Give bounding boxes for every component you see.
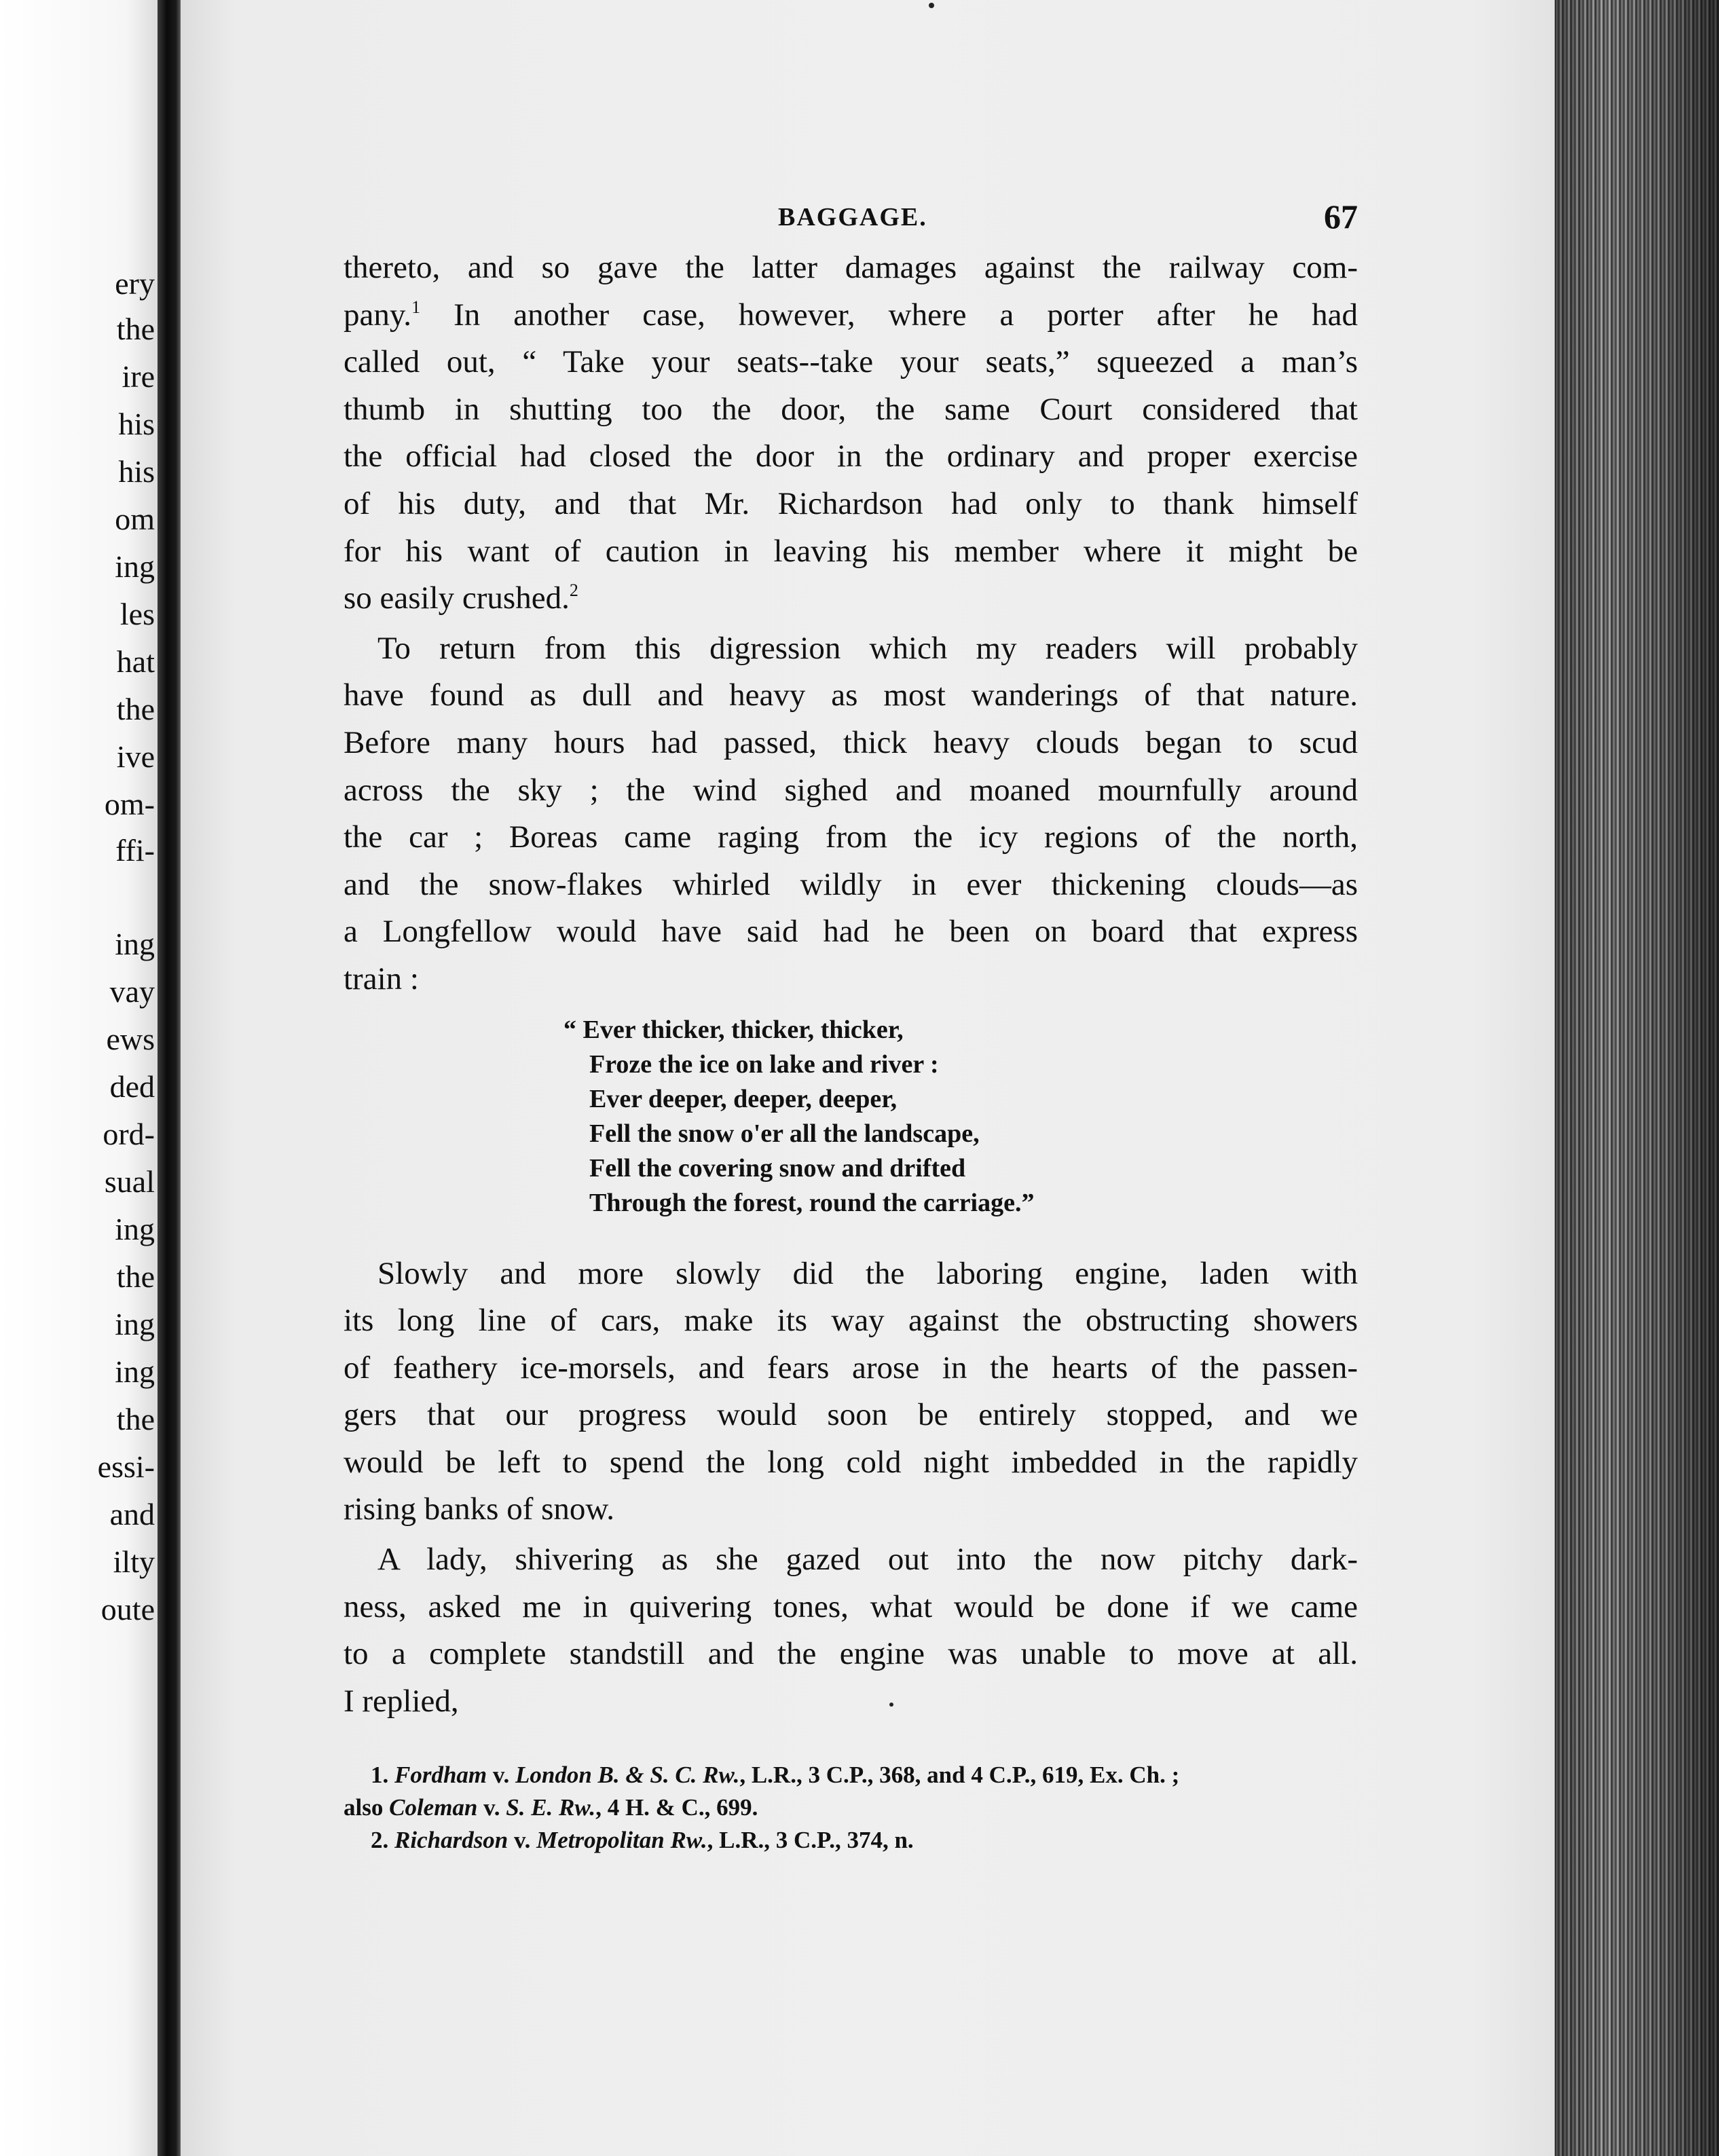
- text-span: In another case, however, where a porter after he had: [420, 297, 1358, 333]
- footnote-number: 1.: [371, 1762, 389, 1789]
- left-page-word-fragment: ing: [115, 1212, 155, 1246]
- case-name: Fordham: [394, 1762, 487, 1789]
- text-line: its long line of cars, make its way against the obstructing showers: [344, 1303, 1358, 1339]
- text-line: the official had closed the door in the ordinary and proper exercise: [344, 439, 1358, 475]
- page-title: BAGGAGE.: [778, 203, 927, 231]
- text-span: v.: [508, 1827, 537, 1854]
- text-line: I replied,: [344, 1683, 459, 1719]
- paragraph-3: [344, 1250, 1358, 1534]
- left-page-word-fragment: and: [109, 1497, 155, 1531]
- paragraph-1: [344, 244, 1358, 622]
- text-line: to a complete standstill and the engine was unable to move at all.: [344, 1636, 1358, 1672]
- text-line: for his want of caution in leaving his member where it might be: [344, 533, 1358, 569]
- left-page-word-fragment: the: [116, 692, 155, 726]
- citation: , 4 H. & C., 699.: [595, 1794, 758, 1821]
- left-page-word-fragment: ded: [109, 1069, 155, 1104]
- poem-line: Fell the covering snow and drifted: [589, 1153, 966, 1183]
- left-page-word-fragment: ffi-: [115, 833, 155, 868]
- left-page-word-fragment: ing: [115, 549, 155, 584]
- text-line: of his duty, and that Mr. Richardson had only to thank himself: [344, 485, 1358, 521]
- text-line: [344, 575, 1358, 622]
- left-page-word-fragment: the: [116, 1402, 155, 1436]
- left-page-word-fragment: ing: [115, 1354, 155, 1389]
- text-line: Slowly and more slowly did the laboring engine, laden with: [377, 1255, 1358, 1291]
- footnote-ref: 2: [569, 580, 578, 601]
- text-line: [344, 292, 1358, 339]
- text-span: v.: [477, 1794, 506, 1821]
- left-page-word-fragment: his: [118, 454, 155, 489]
- left-page-word-fragment: ord-: [103, 1117, 155, 1151]
- text-line: Before many hours had passed, thick heavy clouds began to scud: [344, 724, 1358, 760]
- text-line: and the snow-flakes whirled wildly in ever thickening clouds—as: [344, 866, 1358, 902]
- text-line: To return from this digression which my readers will probably: [377, 630, 1358, 666]
- left-page-word-fragment: hat: [116, 644, 155, 679]
- footnotes: [344, 1759, 1358, 1857]
- left-page-word-fragment: ing: [115, 1307, 155, 1341]
- left-page-word-fragment: oute: [100, 1592, 155, 1627]
- page-stack-shadow: [1555, 0, 1719, 2156]
- poem-quote: [563, 1013, 1358, 1221]
- text-line: train :: [344, 961, 419, 997]
- text-span: also: [344, 1794, 390, 1821]
- left-page-word-fragment: the: [116, 312, 155, 346]
- text-line: called out, “ Take your seats--take your seats,” squeezed a man’s: [344, 344, 1358, 380]
- poem-line: “ Ever thicker, thicker, thicker,: [563, 1015, 904, 1044]
- citation: , L.R., 3 C.P., 374, n.: [707, 1827, 914, 1854]
- case-name: Metropolitan Rw.: [536, 1827, 707, 1854]
- left-page-word-fragment: the: [116, 1259, 155, 1294]
- poem-line: Ever deeper, deeper, deeper,: [589, 1084, 898, 1113]
- text-span: v.: [487, 1762, 515, 1789]
- text-span: so easily crushed.: [344, 580, 570, 616]
- page-number: 67: [1324, 198, 1358, 236]
- text-line: A lady, shivering as she gazed out into the now pitchy dark-: [377, 1542, 1358, 1578]
- text-line: thumb in shutting too the door, the same Court considered that: [344, 391, 1358, 427]
- left-page-word-fragment: ilty: [113, 1544, 155, 1579]
- footnote-1: [344, 1759, 1358, 1791]
- case-name: S. E. Rw.: [506, 1794, 596, 1821]
- text-line: thereto, and so gave the latter damages against the railway com-: [344, 250, 1358, 285]
- text-line: gers that our progress would soon be entirely stopped, and we: [344, 1397, 1358, 1433]
- case-name: Coleman: [389, 1794, 478, 1821]
- text-line: of feathery ice-morsels, and fears arose in the hearts of the passen-: [344, 1350, 1358, 1386]
- paragraph-2: [344, 625, 1358, 1003]
- ink-speck: [929, 3, 934, 8]
- left-page-word-fragment: om-: [104, 787, 155, 821]
- left-page-word-fragment: vay: [109, 974, 155, 1009]
- left-page-word-fragment: sual: [104, 1164, 155, 1199]
- text-line: across the sky ; the wind sighed and moaned mournfully around: [344, 772, 1358, 808]
- left-facing-page: [0, 0, 158, 2156]
- case-name: London B. & S. C. Rw.: [515, 1762, 740, 1789]
- left-page-word-fragment: om: [115, 502, 155, 536]
- left-page-word-fragment: his: [118, 407, 155, 441]
- paragraph-4: [344, 1536, 1358, 1725]
- text-line: rising banks of snow.: [344, 1491, 615, 1527]
- left-page-word-fragment: ive: [116, 739, 155, 774]
- book-gutter: [158, 0, 181, 2156]
- left-page-word-fragment: ery: [115, 266, 155, 301]
- text-line: would be left to spend the long cold night imbedded in the rapidly: [344, 1444, 1358, 1480]
- left-page-word-fragment: ing: [115, 927, 155, 961]
- footnote-number: 2.: [371, 1827, 389, 1854]
- text-span: pany.: [344, 297, 412, 333]
- poem-line: Through the forest, round the carriage.”: [589, 1188, 1035, 1217]
- left-page-word-fragment: ews: [106, 1022, 155, 1056]
- citation: , L.R., 3 C.P., 368, and 4 C.P., 619, Ex. Ch. ;: [739, 1762, 1180, 1789]
- left-page-word-fragment: ire: [122, 359, 155, 394]
- left-page-word-fragment: essi-: [97, 1449, 155, 1484]
- text-line: ness, asked me in quivering tones, what would be done if we came: [344, 1588, 1358, 1624]
- page-content: [344, 197, 1358, 1857]
- poem-line: Fell the snow o'er all the landscape,: [589, 1119, 980, 1148]
- poem-line: Froze the ice on lake and river :: [589, 1049, 939, 1079]
- left-page-word-fragment: les: [119, 597, 155, 631]
- running-head: [344, 197, 1358, 244]
- text-line: a Longfellow would have said had he been on board that express: [344, 914, 1358, 950]
- text-line: the car ; Boreas came raging from the icy regions of the north,: [344, 819, 1358, 855]
- footnote-2: [344, 1824, 1358, 1857]
- text-line: have found as dull and heavy as most wanderings of that nature.: [344, 677, 1358, 713]
- case-name: Richardson: [394, 1827, 509, 1854]
- footnote-ref: 1: [411, 297, 421, 317]
- footnote-1-continued: [344, 1791, 1358, 1824]
